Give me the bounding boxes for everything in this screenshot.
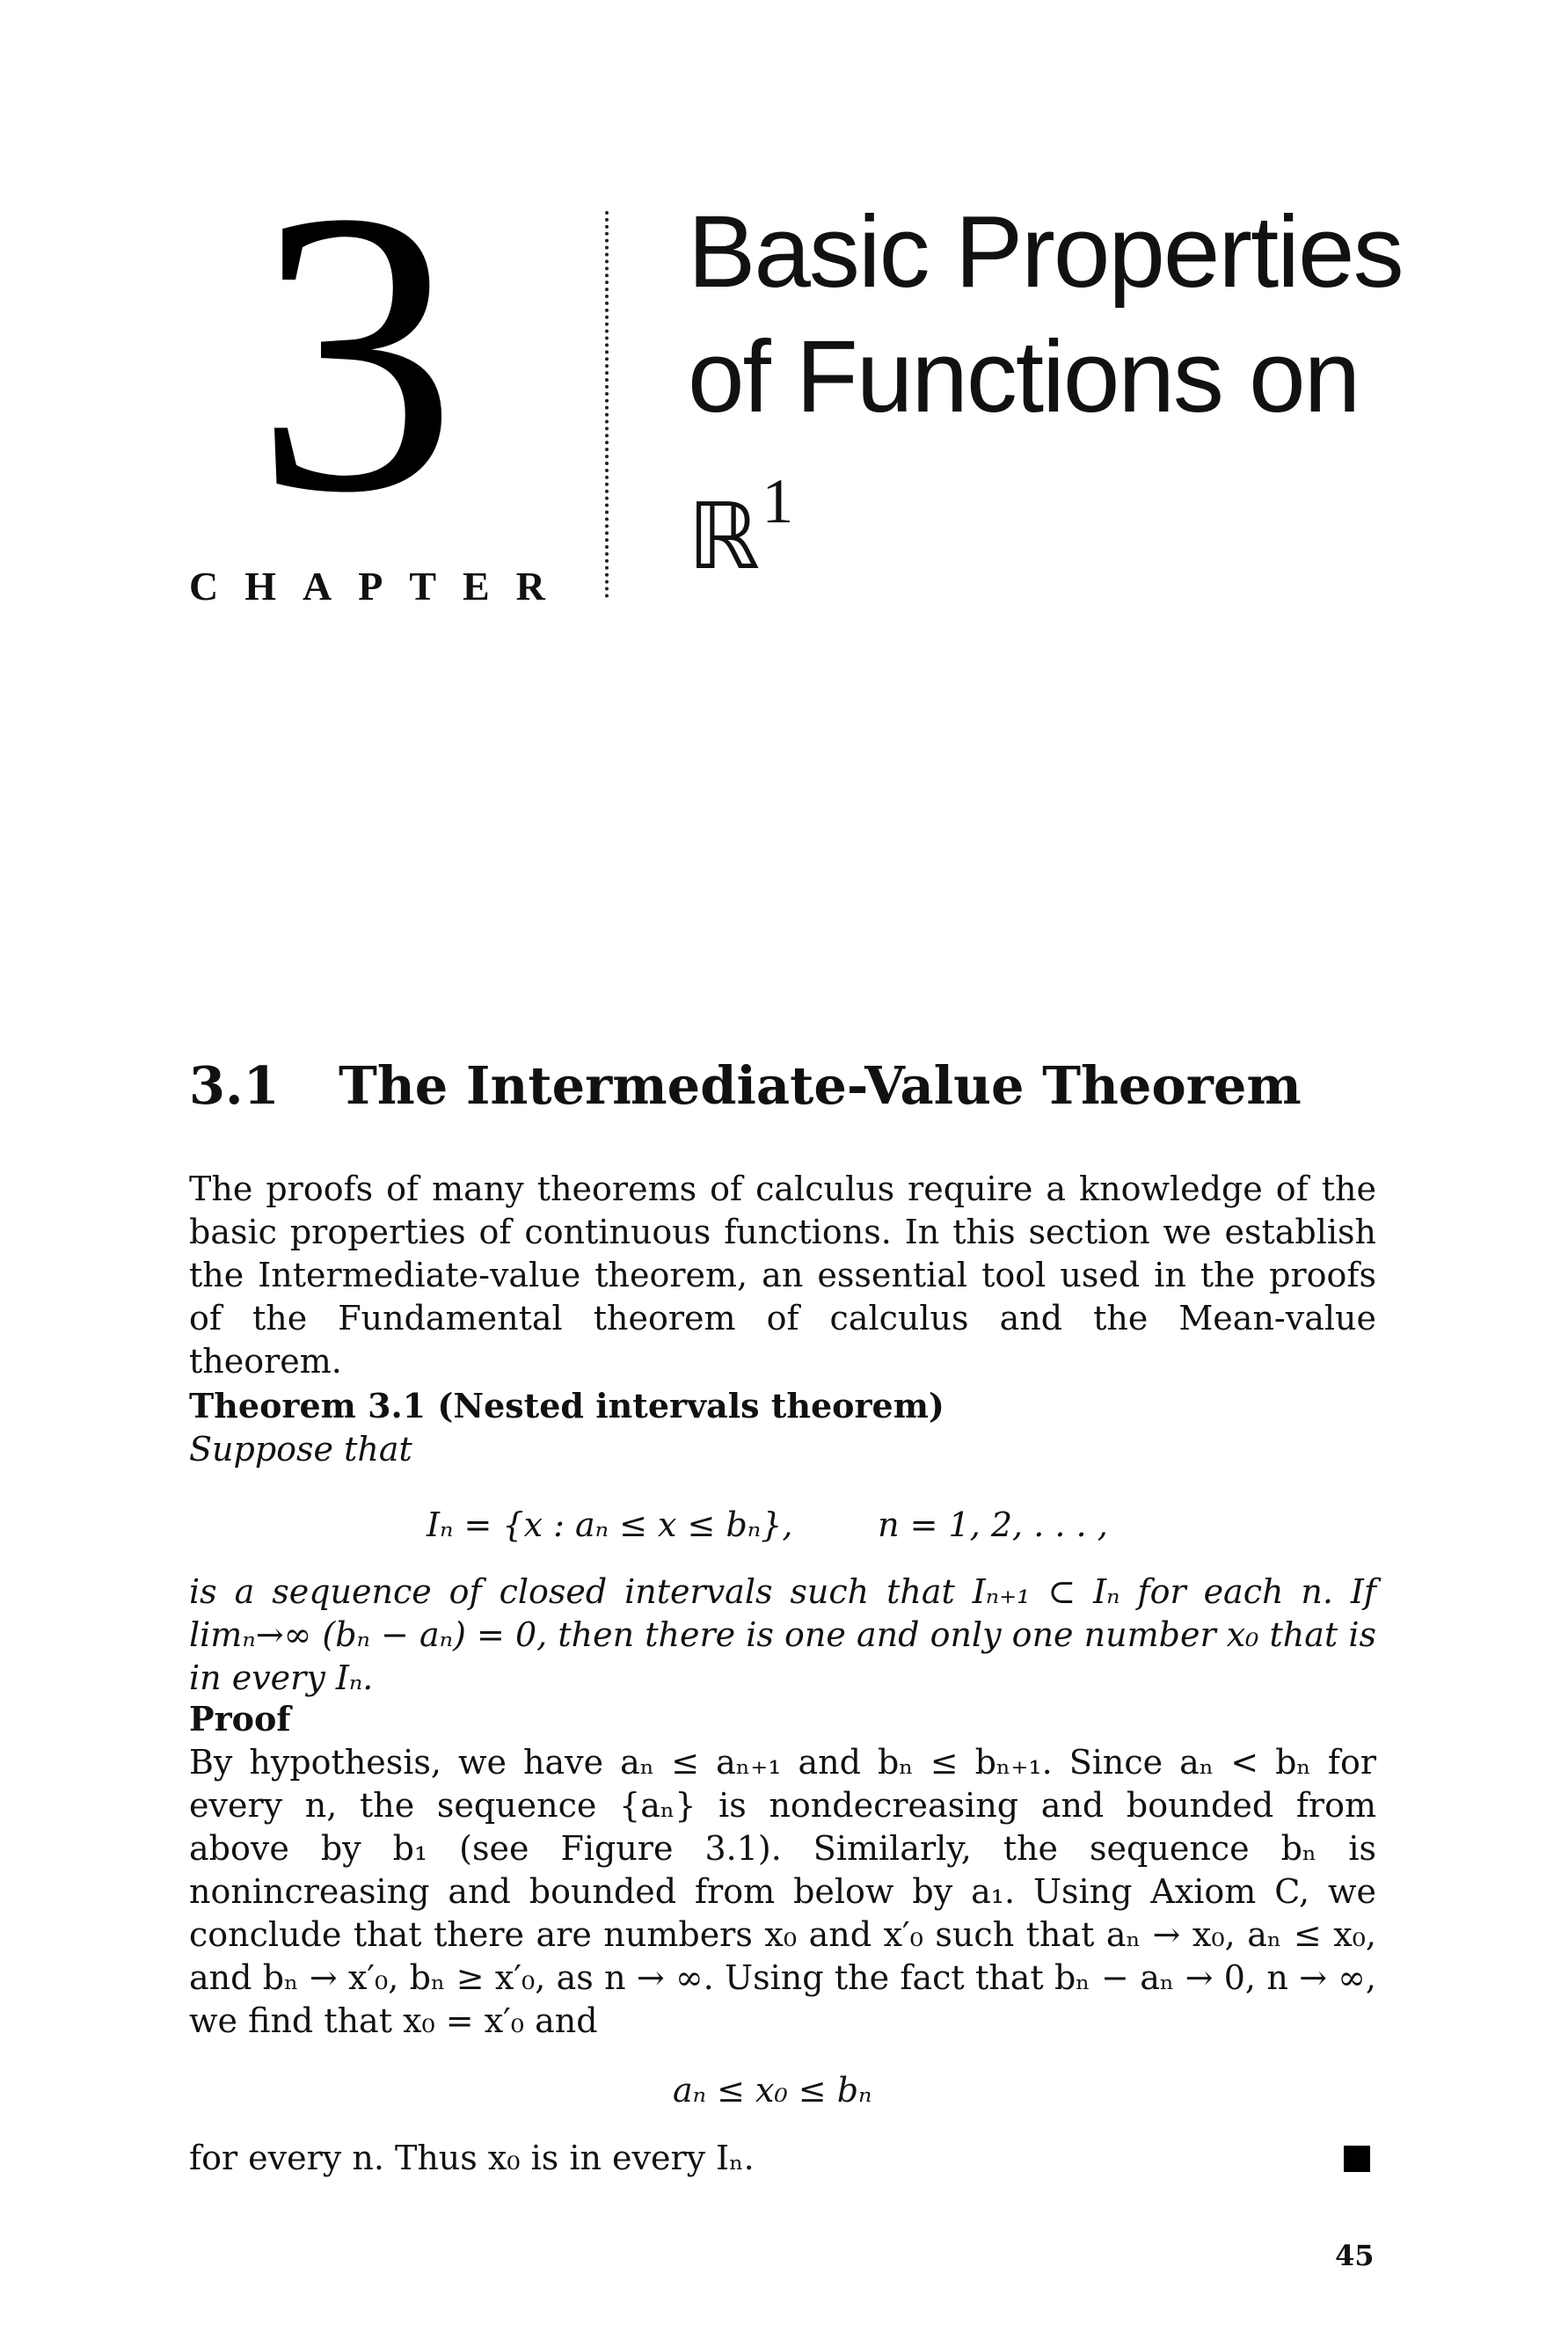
chapter-title-line-2: of Functions on	[688, 319, 1360, 434]
theorem-display-equation: Iₙ = {x : aₙ ≤ x ≤ bₙ}, n = 1, 2, . . . ,	[427, 1505, 1108, 1544]
qed-square-icon	[1344, 2146, 1370, 2172]
chapter-number: 3	[255, 128, 457, 576]
intro-paragraph: The proofs of many theorems of calculus require a knowledge of the basic properties of continuous functions. In this section we establish the Intermediate-value theorem, an essential tool used in the proofs of the Fundamental theorem of calculus and the Mean-value theorem.	[189, 1170, 1376, 1381]
theorem-suppose: Suppose that	[189, 1430, 412, 1469]
theorem-statement: is a sequence of closed intervals such that Iₙ₊₁ ⊂ Iₙ for each n. If limₙ→∞ (bₙ − aₙ) = 0, then there is one and only one number x₀ that is in every Iₙ.	[189, 1572, 1376, 1697]
theorem-label: Theorem 3.1 (Nested intervals theorem)	[189, 1386, 944, 1425]
real-numbers-symbol: ℝ	[688, 483, 759, 590]
proof-label: Proof	[189, 1699, 291, 1738]
proof-display-equation: aₙ ≤ x₀ ≤ bₙ	[673, 2071, 872, 2110]
page-number: 45	[1335, 2239, 1375, 2272]
title-superscript: 1	[762, 466, 792, 536]
section-heading	[189, 1055, 1302, 1116]
proof-conclusion: for every n. Thus x₀ is in every Iₙ.	[189, 2139, 755, 2177]
dotted-divider	[605, 211, 609, 598]
chapter-label: CHAPTER	[189, 564, 572, 609]
section-number: 3.1	[189, 1055, 280, 1116]
section-title: The Intermediate-Value Theorem	[339, 1055, 1302, 1116]
chapter-title-line-3	[688, 439, 1403, 599]
proof-body: By hypothesis, we have aₙ ≤ aₙ₊₁ and bₙ ≤ bₙ₊₁. Since aₙ < bₙ for every n, the sequence {aₙ} is nondecreasing and bounded from above by b₁ (see Figure 3.1). Similarly, the sequence bₙ is nonincreasing and bounded from below by a₁. Using Axiom C, we conclude that there are numbers x₀ and x′₀ such that aₙ → x₀, aₙ ≤ x₀, and bₙ → x′₀, bₙ ≥ x′₀, as n → ∞. Using the fact that bₙ − aₙ → 0, n → ∞, we find that x₀ = x′₀ and	[189, 1743, 1376, 2040]
chapter-title-line-1: Basic Properties	[688, 194, 1403, 309]
chapter-title	[688, 189, 1403, 599]
